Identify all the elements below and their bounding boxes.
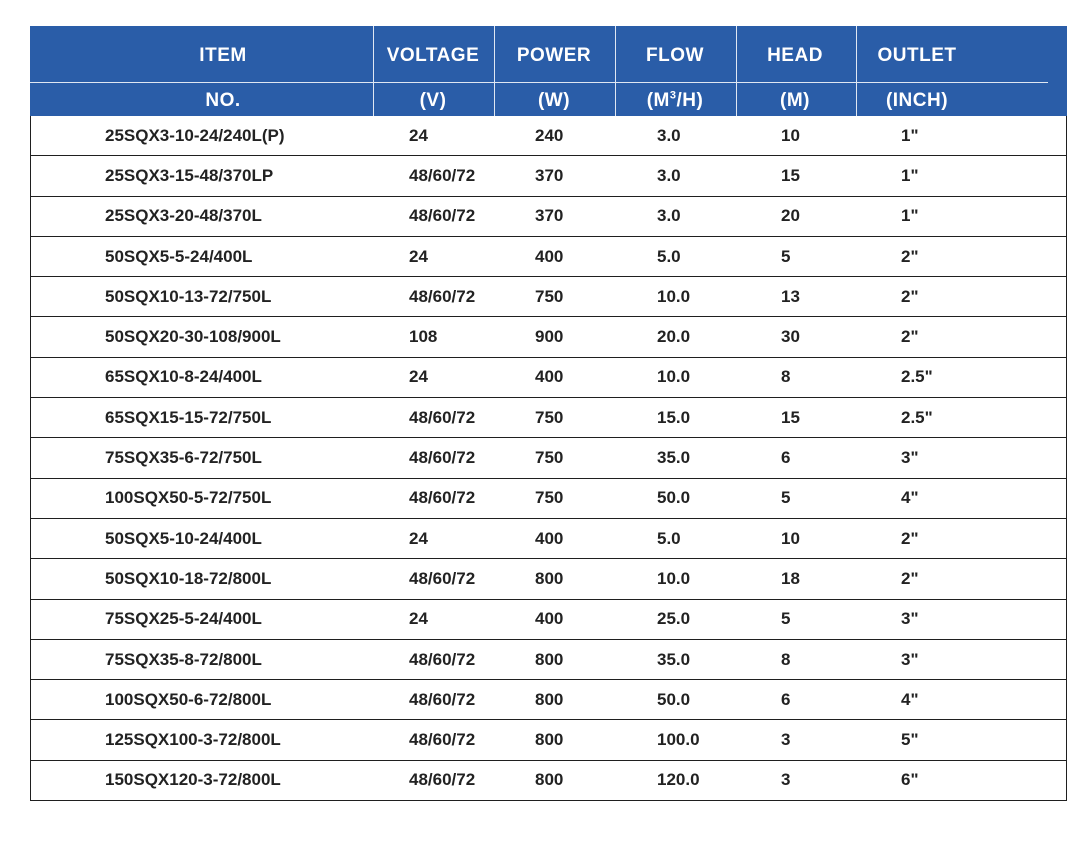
cell-flow: 25.0: [657, 609, 691, 629]
header-head: HEAD: [767, 45, 823, 66]
cell-power: 800: [535, 730, 564, 750]
header-voltage-unit: (V): [419, 90, 447, 111]
cell-flow: 10.0: [657, 367, 691, 387]
header-head-unit: (M): [780, 90, 810, 111]
cell-voltage: 48/60/72: [409, 407, 476, 427]
cell-power: 800: [535, 689, 564, 709]
header-divider: [615, 26, 616, 116]
header-power: POWER: [516, 45, 592, 66]
table-row: [31, 358, 1066, 398]
header-flow: FLOW: [646, 45, 704, 66]
cell-head: 5: [781, 609, 791, 629]
table-row: [31, 277, 1066, 317]
cell-head: 6: [781, 448, 791, 468]
header-item: ITEM: [199, 45, 247, 66]
flow-unit-suffix: /H): [676, 90, 704, 111]
cell-flow: 50.0: [657, 488, 691, 508]
cell-flow: 20.0: [657, 327, 691, 347]
table-row: [31, 116, 1066, 156]
table-row: [31, 237, 1066, 277]
cell-item-no: 65SQX10-8-24/400L: [105, 367, 262, 387]
cell-item-no: 50SQX5-5-24/400L: [105, 246, 253, 266]
cell-power: 800: [535, 770, 564, 790]
cell-head: 20: [781, 206, 800, 226]
cell-power: 370: [535, 165, 564, 185]
header-divider: [856, 26, 857, 116]
cell-voltage: 24: [409, 367, 428, 387]
flow-unit-superscript: 3: [669, 89, 677, 102]
cell-voltage: 48/60/72: [409, 448, 476, 468]
cell-item-no: 150SQX120-3-72/800L: [105, 770, 281, 790]
cell-head: 5: [781, 246, 791, 266]
cell-item-no: 125SQX100-3-72/800L: [105, 730, 281, 750]
cell-outlet: 2": [901, 327, 919, 347]
cell-power: 750: [535, 488, 564, 508]
cell-head: 8: [781, 649, 791, 669]
cell-outlet: 3": [901, 649, 919, 669]
cell-item-no: 75SQX25-5-24/400L: [105, 609, 262, 629]
cell-power: 750: [535, 407, 564, 427]
cell-flow: 3.0: [657, 206, 681, 226]
cell-outlet: 3": [901, 609, 919, 629]
header-outlet-unit: (INCH): [885, 90, 949, 111]
header-power-unit: (W): [537, 90, 571, 111]
table-row: [31, 479, 1066, 519]
cell-voltage: 48/60/72: [409, 165, 476, 185]
table-row: [31, 197, 1066, 237]
cell-voltage: 24: [409, 609, 428, 629]
cell-outlet: 2.5": [901, 367, 933, 387]
cell-outlet: 2": [901, 528, 919, 548]
table-row: [31, 519, 1066, 559]
cell-outlet: 1": [901, 125, 919, 145]
cell-voltage: 48/60/72: [409, 286, 476, 306]
cell-head: 30: [781, 327, 800, 347]
header-divider: [494, 26, 495, 116]
cell-flow: 120.0: [657, 770, 700, 790]
cell-voltage: 48/60/72: [409, 730, 476, 750]
header-divider: [736, 26, 737, 116]
table-row: [31, 156, 1066, 196]
table-row: [31, 640, 1066, 680]
cell-power: 240: [535, 125, 564, 145]
header-outlet: OUTLET: [877, 45, 957, 66]
table-row: [31, 559, 1066, 599]
cell-item-no: 25SQX3-20-48/370L: [105, 206, 262, 226]
cell-item-no: 65SQX15-15-72/750L: [105, 407, 272, 427]
cell-head: 6: [781, 689, 791, 709]
table-row: [31, 680, 1066, 720]
flow-unit-prefix: (M: [646, 90, 670, 111]
cell-outlet: 3": [901, 448, 919, 468]
cell-head: 5: [781, 488, 791, 508]
cell-voltage: 48/60/72: [409, 770, 476, 790]
cell-item-no: 100SQX50-5-72/750L: [105, 488, 272, 508]
cell-head: 15: [781, 165, 800, 185]
cell-item-no: 50SQX5-10-24/400L: [105, 528, 262, 548]
cell-item-no: 50SQX20-30-108/900L: [105, 327, 281, 347]
table-row: [31, 600, 1066, 640]
cell-voltage: 24: [409, 528, 428, 548]
cell-outlet: 2": [901, 568, 919, 588]
cell-item-no: 25SQX3-15-48/370LP: [105, 165, 274, 185]
cell-flow: 10.0: [657, 568, 691, 588]
cell-power: 800: [535, 649, 564, 669]
cell-head: 8: [781, 367, 791, 387]
cell-head: 10: [781, 125, 800, 145]
cell-voltage: 24: [409, 246, 428, 266]
table-row: [31, 761, 1066, 801]
table-row: [31, 438, 1066, 478]
cell-power: 400: [535, 528, 564, 548]
cell-flow: 3.0: [657, 125, 681, 145]
cell-flow: 15.0: [657, 407, 691, 427]
cell-flow: 35.0: [657, 649, 691, 669]
cell-outlet: 2.5": [901, 407, 933, 427]
cell-power: 400: [535, 609, 564, 629]
header-divider: [373, 26, 374, 116]
cell-voltage: 48/60/72: [409, 488, 476, 508]
cell-flow: 100.0: [657, 730, 700, 750]
cell-outlet: 1": [901, 165, 919, 185]
cell-outlet: 4": [901, 689, 919, 709]
cell-flow: 5.0: [657, 246, 681, 266]
cell-power: 750: [535, 448, 564, 468]
cell-head: 18: [781, 568, 800, 588]
cell-item-no: 50SQX10-18-72/800L: [105, 568, 272, 588]
cell-outlet: 5": [901, 730, 919, 750]
pump-spec-table: [30, 26, 1067, 801]
header-item-no: NO.: [205, 90, 241, 111]
header-row-divider: [30, 82, 1048, 83]
table-header: [30, 26, 1067, 116]
cell-power: 400: [535, 367, 564, 387]
cell-voltage: 108: [409, 327, 438, 347]
header-voltage: VOLTAGE: [386, 45, 480, 66]
header-flow-unit: [647, 90, 704, 112]
table-row: [31, 317, 1066, 357]
cell-head: 3: [781, 770, 791, 790]
table-row: [31, 720, 1066, 760]
cell-outlet: 6": [901, 770, 919, 790]
cell-flow: 3.0: [657, 165, 681, 185]
cell-flow: 35.0: [657, 448, 691, 468]
cell-item-no: 25SQX3-10-24/240L(P): [105, 125, 285, 145]
cell-head: 10: [781, 528, 800, 548]
cell-power: 750: [535, 286, 564, 306]
cell-voltage: 48/60/72: [409, 649, 476, 669]
cell-flow: 5.0: [657, 528, 681, 548]
cell-power: 370: [535, 206, 564, 226]
cell-item-no: 100SQX50-6-72/800L: [105, 689, 272, 709]
table-row: [31, 398, 1066, 438]
table-body: [30, 116, 1067, 801]
cell-voltage: 48/60/72: [409, 689, 476, 709]
cell-head: 13: [781, 286, 800, 306]
cell-head: 15: [781, 407, 800, 427]
cell-outlet: 2": [901, 246, 919, 266]
cell-power: 400: [535, 246, 564, 266]
cell-outlet: 2": [901, 286, 919, 306]
cell-voltage: 24: [409, 125, 428, 145]
cell-voltage: 48/60/72: [409, 568, 476, 588]
cell-flow: 50.0: [657, 689, 691, 709]
cell-item-no: 75SQX35-8-72/800L: [105, 649, 262, 669]
cell-power: 900: [535, 327, 564, 347]
cell-item-no: 50SQX10-13-72/750L: [105, 286, 272, 306]
cell-item-no: 75SQX35-6-72/750L: [105, 448, 262, 468]
cell-outlet: 1": [901, 206, 919, 226]
cell-outlet: 4": [901, 488, 919, 508]
cell-voltage: 48/60/72: [409, 206, 476, 226]
cell-head: 3: [781, 730, 791, 750]
cell-flow: 10.0: [657, 286, 691, 306]
cell-power: 800: [535, 568, 564, 588]
